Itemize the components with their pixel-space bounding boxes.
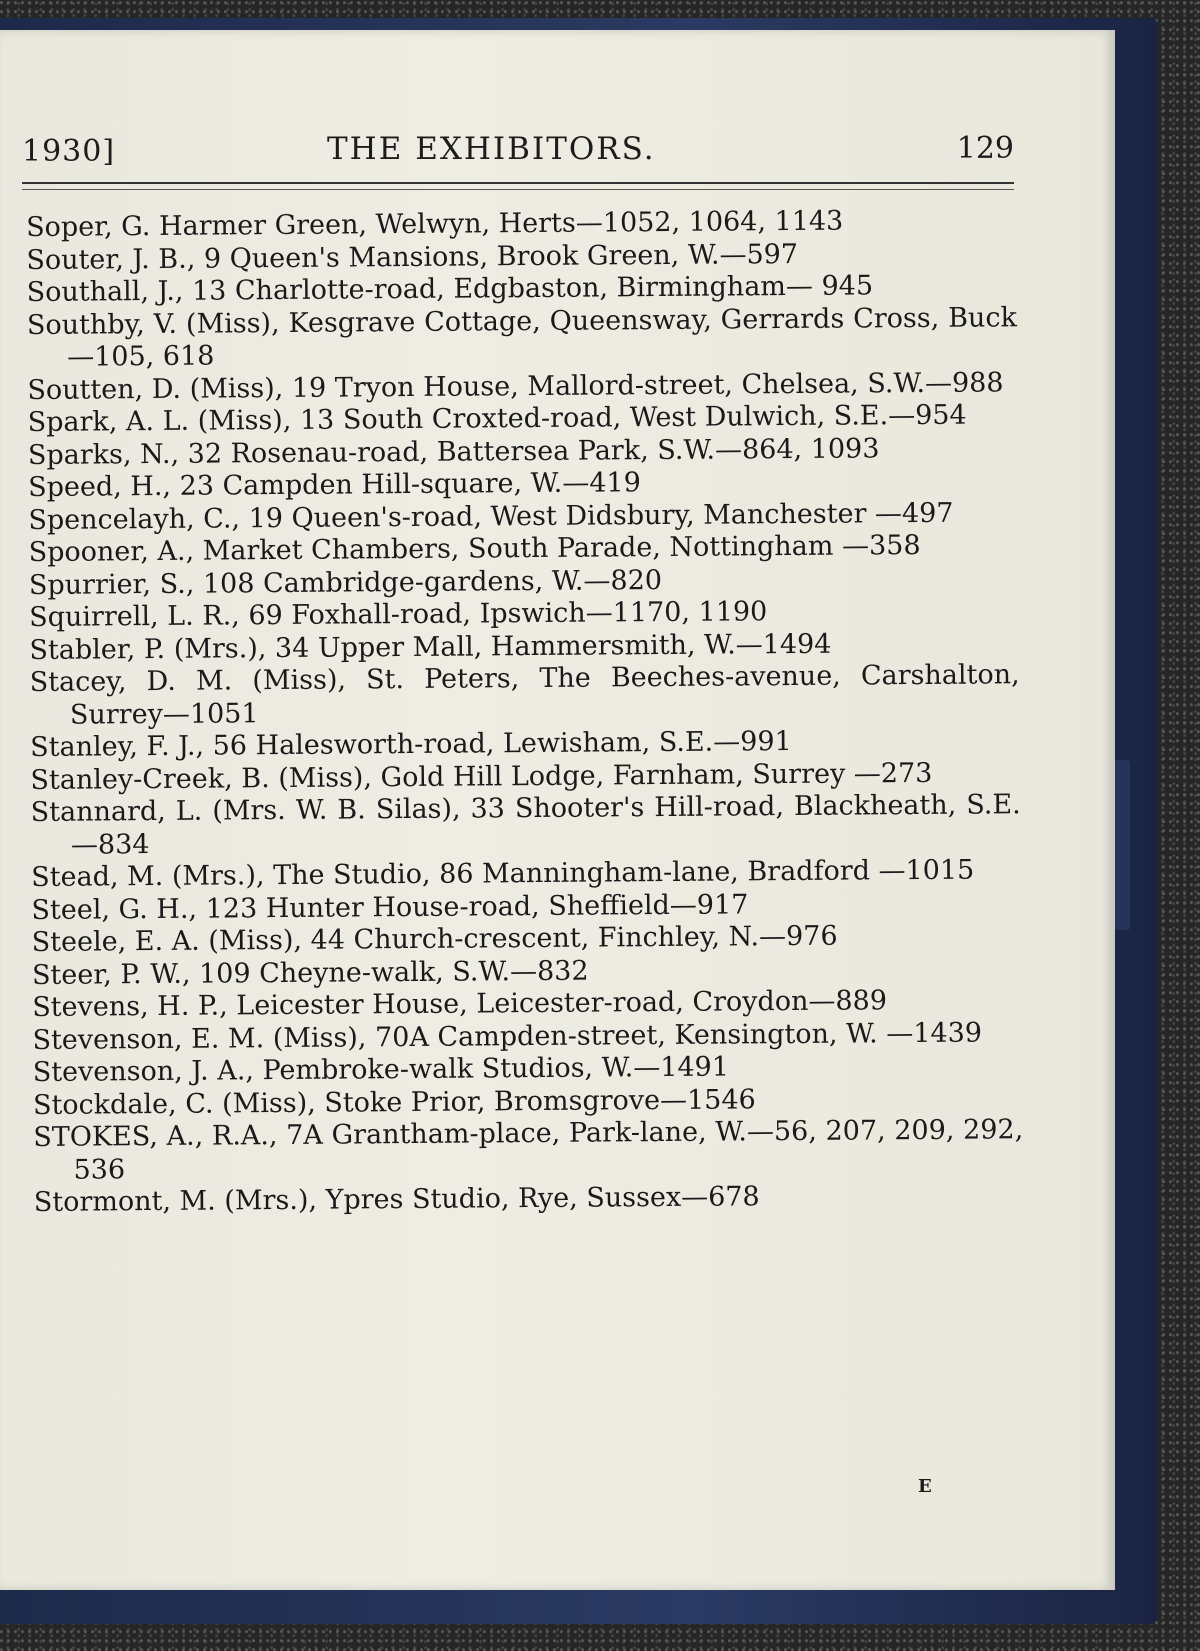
running-header [22,128,1014,178]
exhibitor-entry: Southby, V. (Miss), Kesgrave Cottage, Queensway, Gerrards Cross, Buck—105, 618 [26,301,1017,373]
exhibitor-entry: Stanley, F. J., 56 Halesworth-road, Lewisham, S.E.—991 [30,726,792,763]
exhibitor-entry: Squirrell, L. R., 69 Foxhall-road, Ipswich—1170, 1190 [29,596,768,633]
exhibitor-entry: Stevenson, J. A., Pembroke-walk Studios, W.—1491 [32,1051,730,1088]
exhibitor-entry: STOKES, A., R.A., 7A Grantham-place, Park-lane, W.—56, 207, 209, 292, 536 [33,1114,1024,1186]
exhibitor-entry: Stabler, P. (Mrs.), 34 Upper Mall, Hammersmith, W.—1494 [29,628,832,666]
exhibitor-entry: Spencelayh, C., 19 Queen's-road, West Didsbury, Manchester —497 [28,497,954,536]
exhibitor-entry: Stead, M. (Mrs.), The Studio, 86 Manningham-lane, Bradford —1015 [31,854,975,893]
page-number: 129 [956,131,1014,166]
exhibitor-entry: Soper, G. Harmer Green, Welwyn, Herts—1052, 1064, 1143 [26,205,844,243]
exhibitor-entry: Souter, J. B., 9 Queen's Mansions, Brook Green, W.—597 [26,238,799,276]
exhibitor-entry: Stevenson, E. M. (Miss), 70A Campden-street, Kensington, W. —1439 [32,1017,983,1056]
exhibitor-entry: Stacey, D. M. (Miss), St. Peters, The Beeches-avenue, Carshalton, Surrey—1051 [29,659,1020,731]
exhibitor-entry: Steele, E. A. (Miss), 44 Church-crescent, Finchley, N.—976 [31,920,838,958]
exhibitor-entry: Spark, A. L. (Miss), 13 South Croxted-road, West Dulwich, S.E.—954 [27,399,967,438]
exhibitor-entry: Stormont, M. (Mrs.), Ypres Studio, Rye, Sussex—678 [33,1181,760,1218]
exhibitor-entry: Steel, G. H., 123 Hunter House-road, Sheffield—917 [31,888,749,926]
exhibitor-entry: Steer, P. W., 109 Cheyne-walk, S.W.—832 [31,955,589,991]
exhibitor-entry: Southall, J., 13 Charlotte-road, Edgbaston, Birmingham— 945 [26,270,874,308]
exhibitor-entry: Stannard, L. (Mrs. W. B. Silas), 33 Shooter's Hill-road, Blackheath, S.E.—834 [30,789,1021,861]
exhibitor-entry: Speed, H., 23 Campden Hill-square, W.—419 [28,467,641,503]
exhibitor-entry: Stockdale, C. (Miss), Stoke Prior, Bromsgrove—1546 [32,1083,756,1121]
exhibitor-entry: Spooner, A., Market Chambers, South Parade, Nottingham —358 [28,529,921,568]
exhibitor-entry: Spurrier, S., 108 Cambridge-gardens, W.—820 [28,564,663,601]
exhibitor-list [26,204,1024,1219]
header-year: 1930] [22,134,116,169]
signature-mark: E [918,1476,932,1497]
exhibitor-entry: Stevens, H. P., Leicester House, Leicester-road, Croydon—889 [32,985,888,1023]
exhibitor-entry: Stanley-Creek, B. (Miss), Gold Hill Lodge, Farnham, Surrey —273 [30,757,933,796]
header-title: THE EXHIBITORS. [327,131,656,167]
header-rule [22,182,1014,190]
exhibitor-entry: Soutten, D. (Miss), 19 Tryon House, Mallord-street, Chelsea, S.W.—988 [27,366,1004,406]
exhibitor-entry: Sparks, N., 32 Rosenau-road, Battersea Park, S.W.—864, 1093 [27,432,880,471]
